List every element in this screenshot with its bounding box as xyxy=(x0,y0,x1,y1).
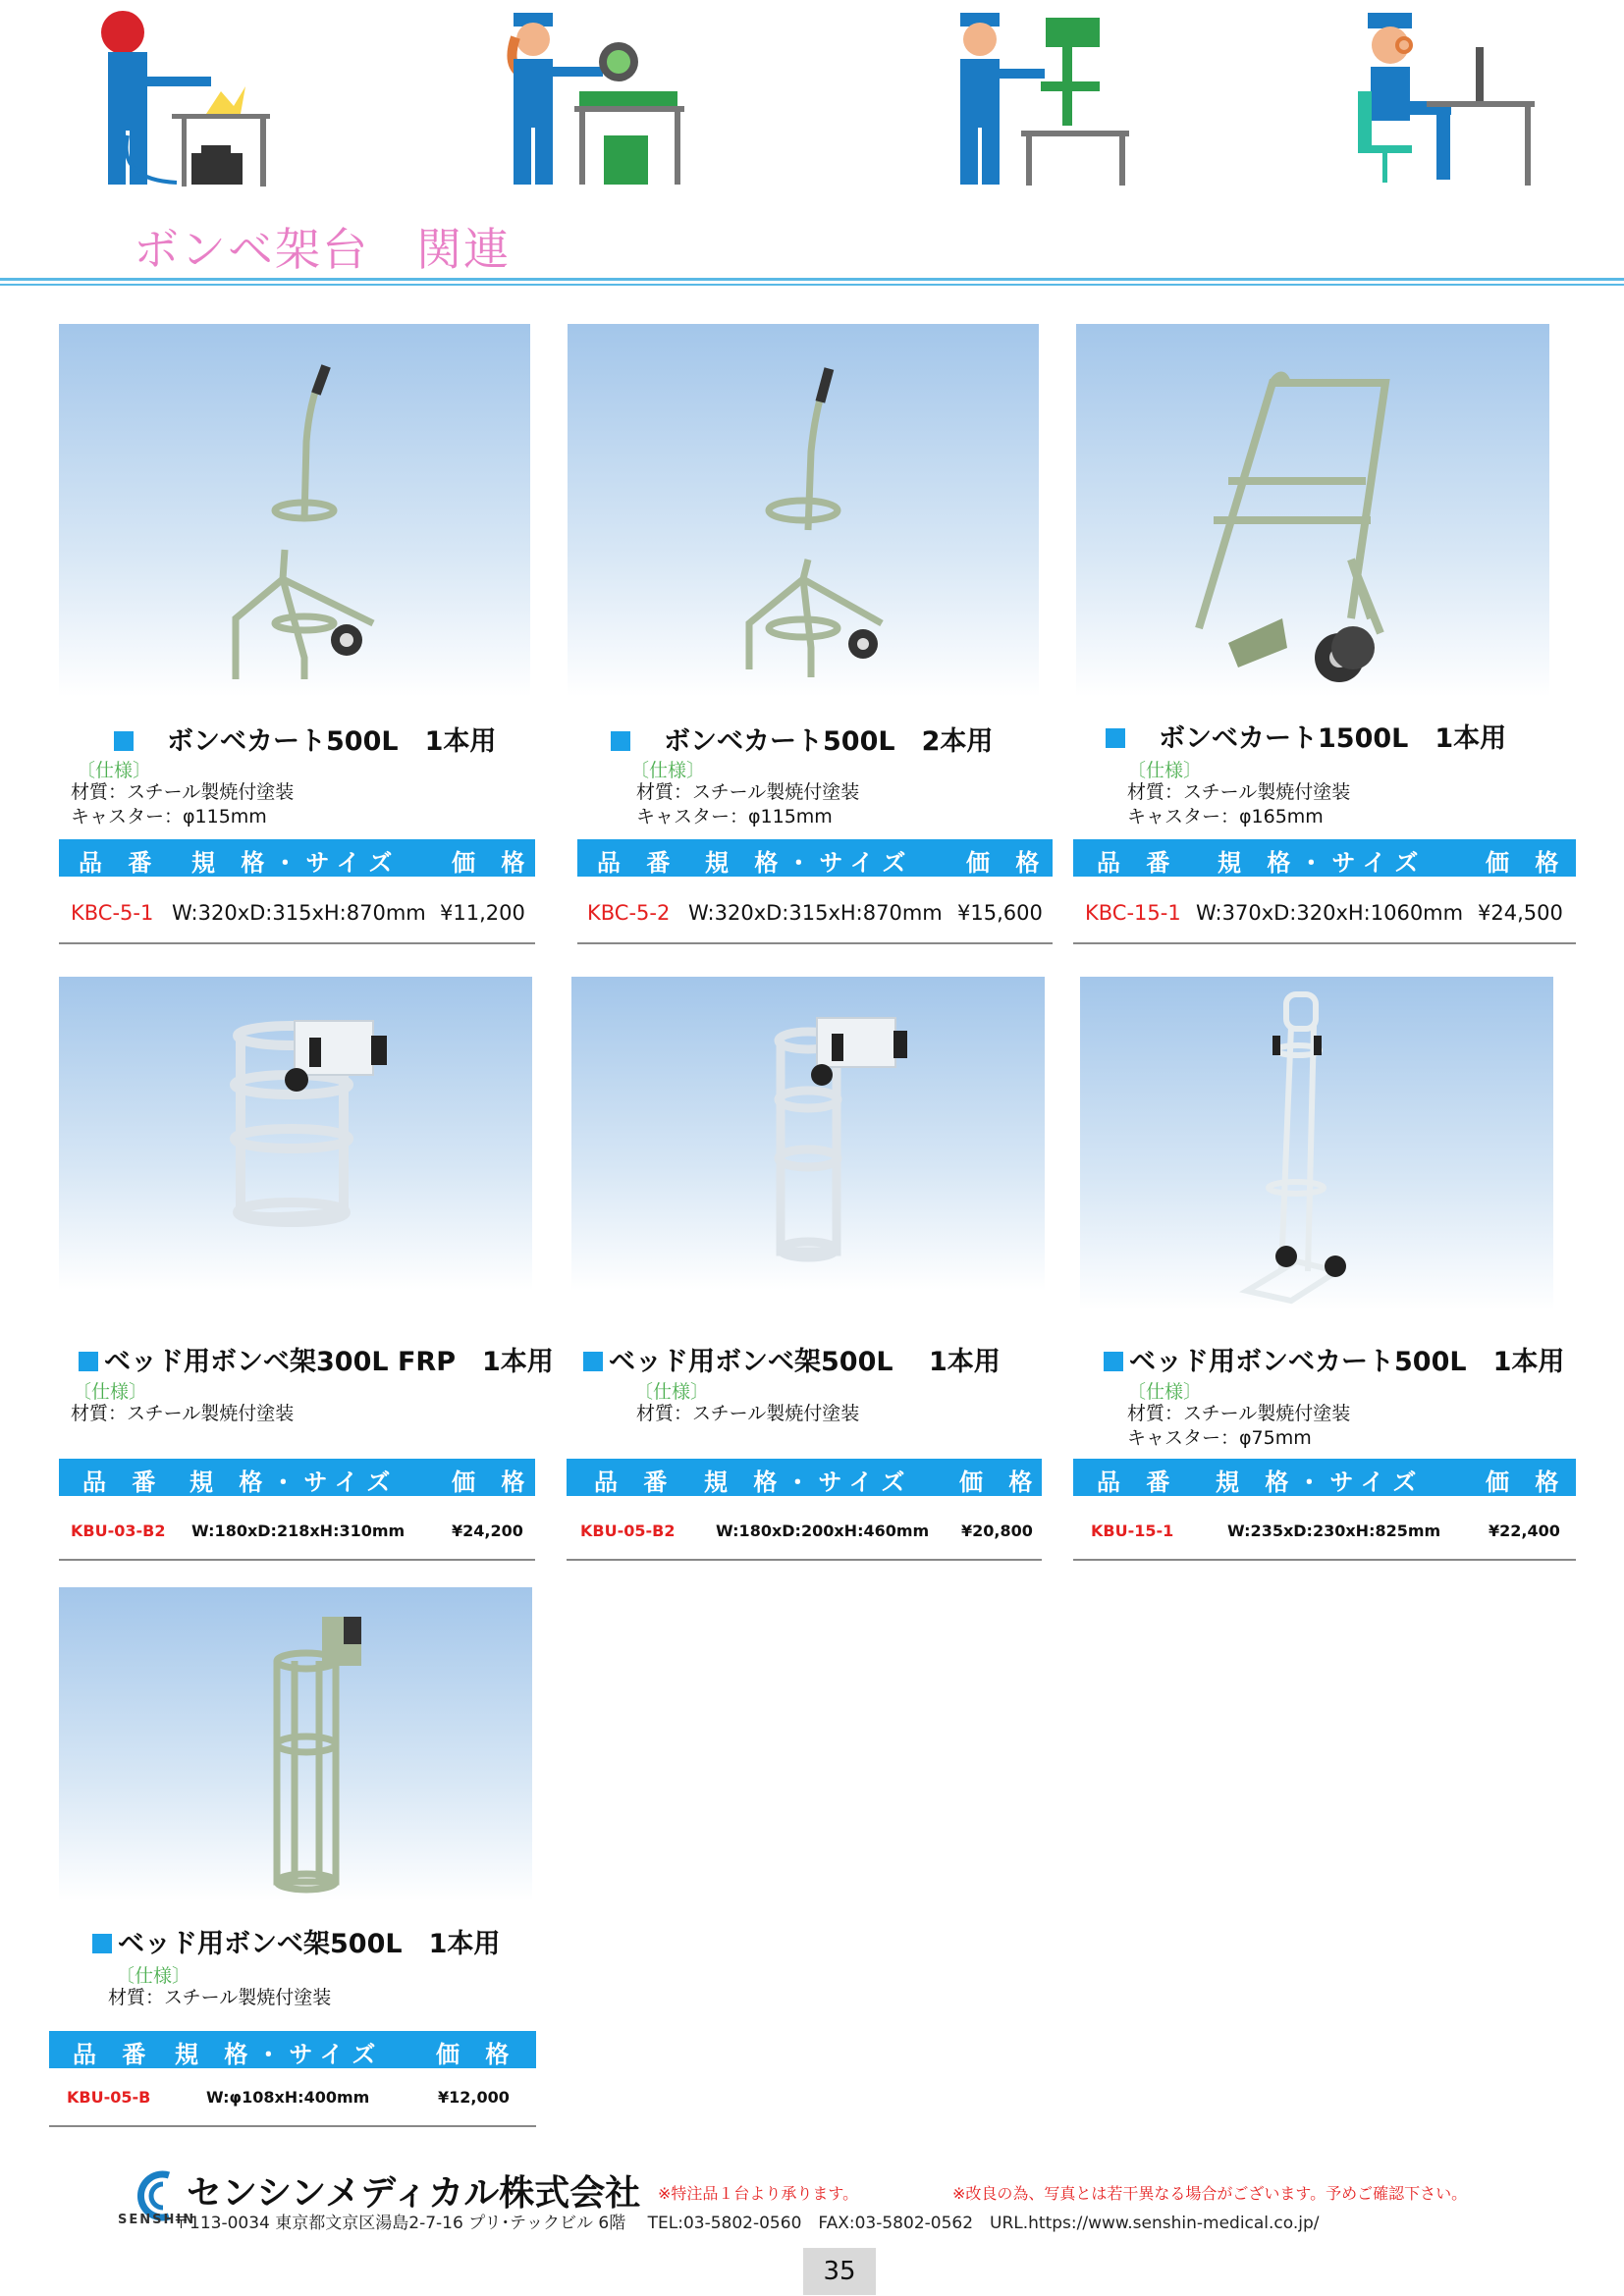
header-divider-thin xyxy=(0,284,1624,286)
table-row xyxy=(567,1500,1042,1561)
product-size: W:180xD:218xH:310mm xyxy=(191,1522,406,1540)
product-title: ボンベカート500L 1本用 xyxy=(114,720,496,758)
col-code: 品 番 xyxy=(597,849,679,877)
spec-material: 材質：スチール製焼付塗装 xyxy=(636,1403,860,1424)
disclaimer-note: ※改良の為、写真とは若干異なる場合がございます。予めご確認下さい。 xyxy=(952,2184,1468,2203)
product-title: ベッド用ボンベ架500L 1本用 xyxy=(92,1922,500,1960)
table-row xyxy=(1073,1500,1576,1561)
welding-worker-icon xyxy=(98,8,265,189)
product-price: ¥24,200 xyxy=(452,1522,523,1540)
spec-caster: キャスター：φ115mm xyxy=(71,806,267,828)
bullet-square-icon xyxy=(611,731,630,751)
bullet-square-icon xyxy=(1104,1352,1123,1371)
table-row xyxy=(577,883,1053,944)
table-header xyxy=(59,1459,535,1496)
table-header xyxy=(1073,839,1576,877)
col-code: 品 番 xyxy=(73,2041,155,2068)
product-size: W:370xD:320xH:1060mm xyxy=(1196,901,1464,925)
custom-order-note: ※特注品１台より承ります。 xyxy=(658,2184,859,2203)
bullet-square-icon xyxy=(1106,728,1125,748)
table-header xyxy=(577,839,1053,877)
company-address: 〒113-0034 東京都文京区湯島2-7-16 プリ･テックビル 6階 TEL:03-5802-0560 FAX:03-5802-0562 URL.https://www.senshin-medical.co.jp/ xyxy=(173,2214,1320,2233)
product-size: W:180xD:200xH:460mm xyxy=(716,1522,930,1540)
product-photo-cart-500l-1 xyxy=(59,324,530,697)
col-price: 価 格 xyxy=(1486,1468,1568,1496)
spec-label: 〔仕様〕 xyxy=(634,1381,710,1403)
spec-material: 材質：スチール製焼付塗装 xyxy=(71,781,295,803)
product-code: KBC-5-2 xyxy=(587,901,671,925)
table-header xyxy=(49,2031,536,2068)
table-header xyxy=(59,839,535,877)
product-photo-bed-500l-b2 xyxy=(571,977,1045,1291)
product-code: KBC-5-1 xyxy=(71,901,154,925)
product-title: ベッド用ボンベカート500L 1本用 xyxy=(1104,1340,1564,1378)
table-row xyxy=(59,883,535,944)
logo-word: SENSHIN xyxy=(118,2213,196,2227)
product-title: ベッド用ボンベ架300L FRP 1本用 xyxy=(79,1340,554,1378)
col-price: 価 格 xyxy=(959,1468,1042,1496)
col-size: 規 格・サイズ xyxy=(191,849,402,877)
product-price: ¥12,000 xyxy=(438,2088,510,2107)
bullet-square-icon xyxy=(92,1934,112,1953)
spec-material: 材質：スチール製焼付塗装 xyxy=(1127,781,1351,803)
col-size: 規 格・サイズ xyxy=(705,849,915,877)
col-size: 規 格・サイズ xyxy=(1218,849,1428,877)
col-size: 規 格・サイズ xyxy=(1216,1468,1426,1496)
spec-material: 材質：スチール製焼付塗装 xyxy=(636,781,860,803)
col-price: 価 格 xyxy=(966,849,1049,877)
bullet-square-icon xyxy=(583,1352,603,1371)
table-row xyxy=(1073,883,1576,944)
col-code: 品 番 xyxy=(79,849,161,877)
col-price: 価 格 xyxy=(1486,849,1568,877)
computer-worker-icon xyxy=(1353,8,1520,189)
col-price: 価 格 xyxy=(436,2041,518,2068)
col-code: 品 番 xyxy=(594,1468,677,1496)
bullet-square-icon xyxy=(114,731,134,751)
product-title: ボンベカート500L 2本用 xyxy=(611,720,993,758)
col-size: 規 格・サイズ xyxy=(175,2041,385,2068)
spec-caster: キャスター：φ165mm xyxy=(1127,806,1324,828)
spec-label: 〔仕様〕 xyxy=(73,1381,148,1403)
product-code: KBC-15-1 xyxy=(1085,901,1181,925)
product-code: KBU-15-1 xyxy=(1091,1522,1174,1540)
table-header xyxy=(1073,1459,1576,1496)
company-name: センシンメディカル株式会社 xyxy=(187,2173,641,2214)
col-size: 規 格・サイズ xyxy=(189,1468,400,1496)
product-title: ボンベカート1500L 1本用 xyxy=(1106,717,1506,755)
drilling-worker-icon xyxy=(952,8,1119,189)
product-price: ¥11,200 xyxy=(440,901,525,925)
col-price: 価 格 xyxy=(452,1468,534,1496)
col-code: 品 番 xyxy=(82,1468,165,1496)
product-photo-cart-1500l-1 xyxy=(1076,324,1549,697)
table-header xyxy=(567,1459,1042,1496)
bullet-square-icon xyxy=(79,1352,98,1371)
product-code: KBU-05-B xyxy=(67,2088,151,2107)
table-row xyxy=(49,2066,536,2127)
product-size: W:235xD:230xH:825mm xyxy=(1227,1522,1441,1540)
spec-label: 〔仕様〕 xyxy=(630,760,706,781)
col-code: 品 番 xyxy=(1097,849,1179,877)
spec-label: 〔仕様〕 xyxy=(116,1965,191,1987)
product-code: KBU-03-B2 xyxy=(71,1522,166,1540)
spec-material: 材質：スチール製焼付塗装 xyxy=(1127,1403,1351,1424)
table-row xyxy=(59,1500,535,1561)
col-code: 品 番 xyxy=(1097,1468,1179,1496)
spec-material: 材質：スチール製焼付塗装 xyxy=(108,1987,332,2008)
col-price: 価 格 xyxy=(452,849,534,877)
section-title: ボンベ架台 関連 xyxy=(134,223,511,276)
col-size: 規 格・サイズ xyxy=(704,1468,914,1496)
page-number: 35 xyxy=(803,2248,876,2295)
product-code: KBU-05-B2 xyxy=(580,1522,676,1540)
spec-label: 〔仕様〕 xyxy=(1127,1381,1203,1403)
header-divider xyxy=(0,278,1624,281)
product-size: W:φ108xH:400mm xyxy=(206,2088,370,2107)
product-size: W:320xD:315xH:870mm xyxy=(172,901,426,925)
product-size: W:320xD:315xH:870mm xyxy=(688,901,943,925)
product-photo-bed-cart-500l xyxy=(1080,977,1553,1310)
product-price: ¥24,500 xyxy=(1478,901,1563,925)
spec-caster: キャスター：φ75mm xyxy=(1127,1427,1312,1449)
product-price: ¥15,600 xyxy=(957,901,1043,925)
spec-material: 材質：スチール製焼付塗装 xyxy=(71,1403,295,1424)
spec-label: 〔仕様〕 xyxy=(77,760,152,781)
product-photo-bed-300l-frp xyxy=(59,977,532,1291)
spec-caster: キャスター：φ115mm xyxy=(636,806,833,828)
product-price: ¥22,400 xyxy=(1489,1522,1560,1540)
product-photo-cart-500l-2 xyxy=(568,324,1039,697)
product-price: ¥20,800 xyxy=(961,1522,1033,1540)
cutting-worker-icon xyxy=(506,8,673,189)
product-title: ベッド用ボンベ架500L 1本用 xyxy=(583,1340,1001,1378)
product-photo-bed-500l-b xyxy=(59,1587,532,1901)
spec-label: 〔仕様〕 xyxy=(1127,760,1203,781)
